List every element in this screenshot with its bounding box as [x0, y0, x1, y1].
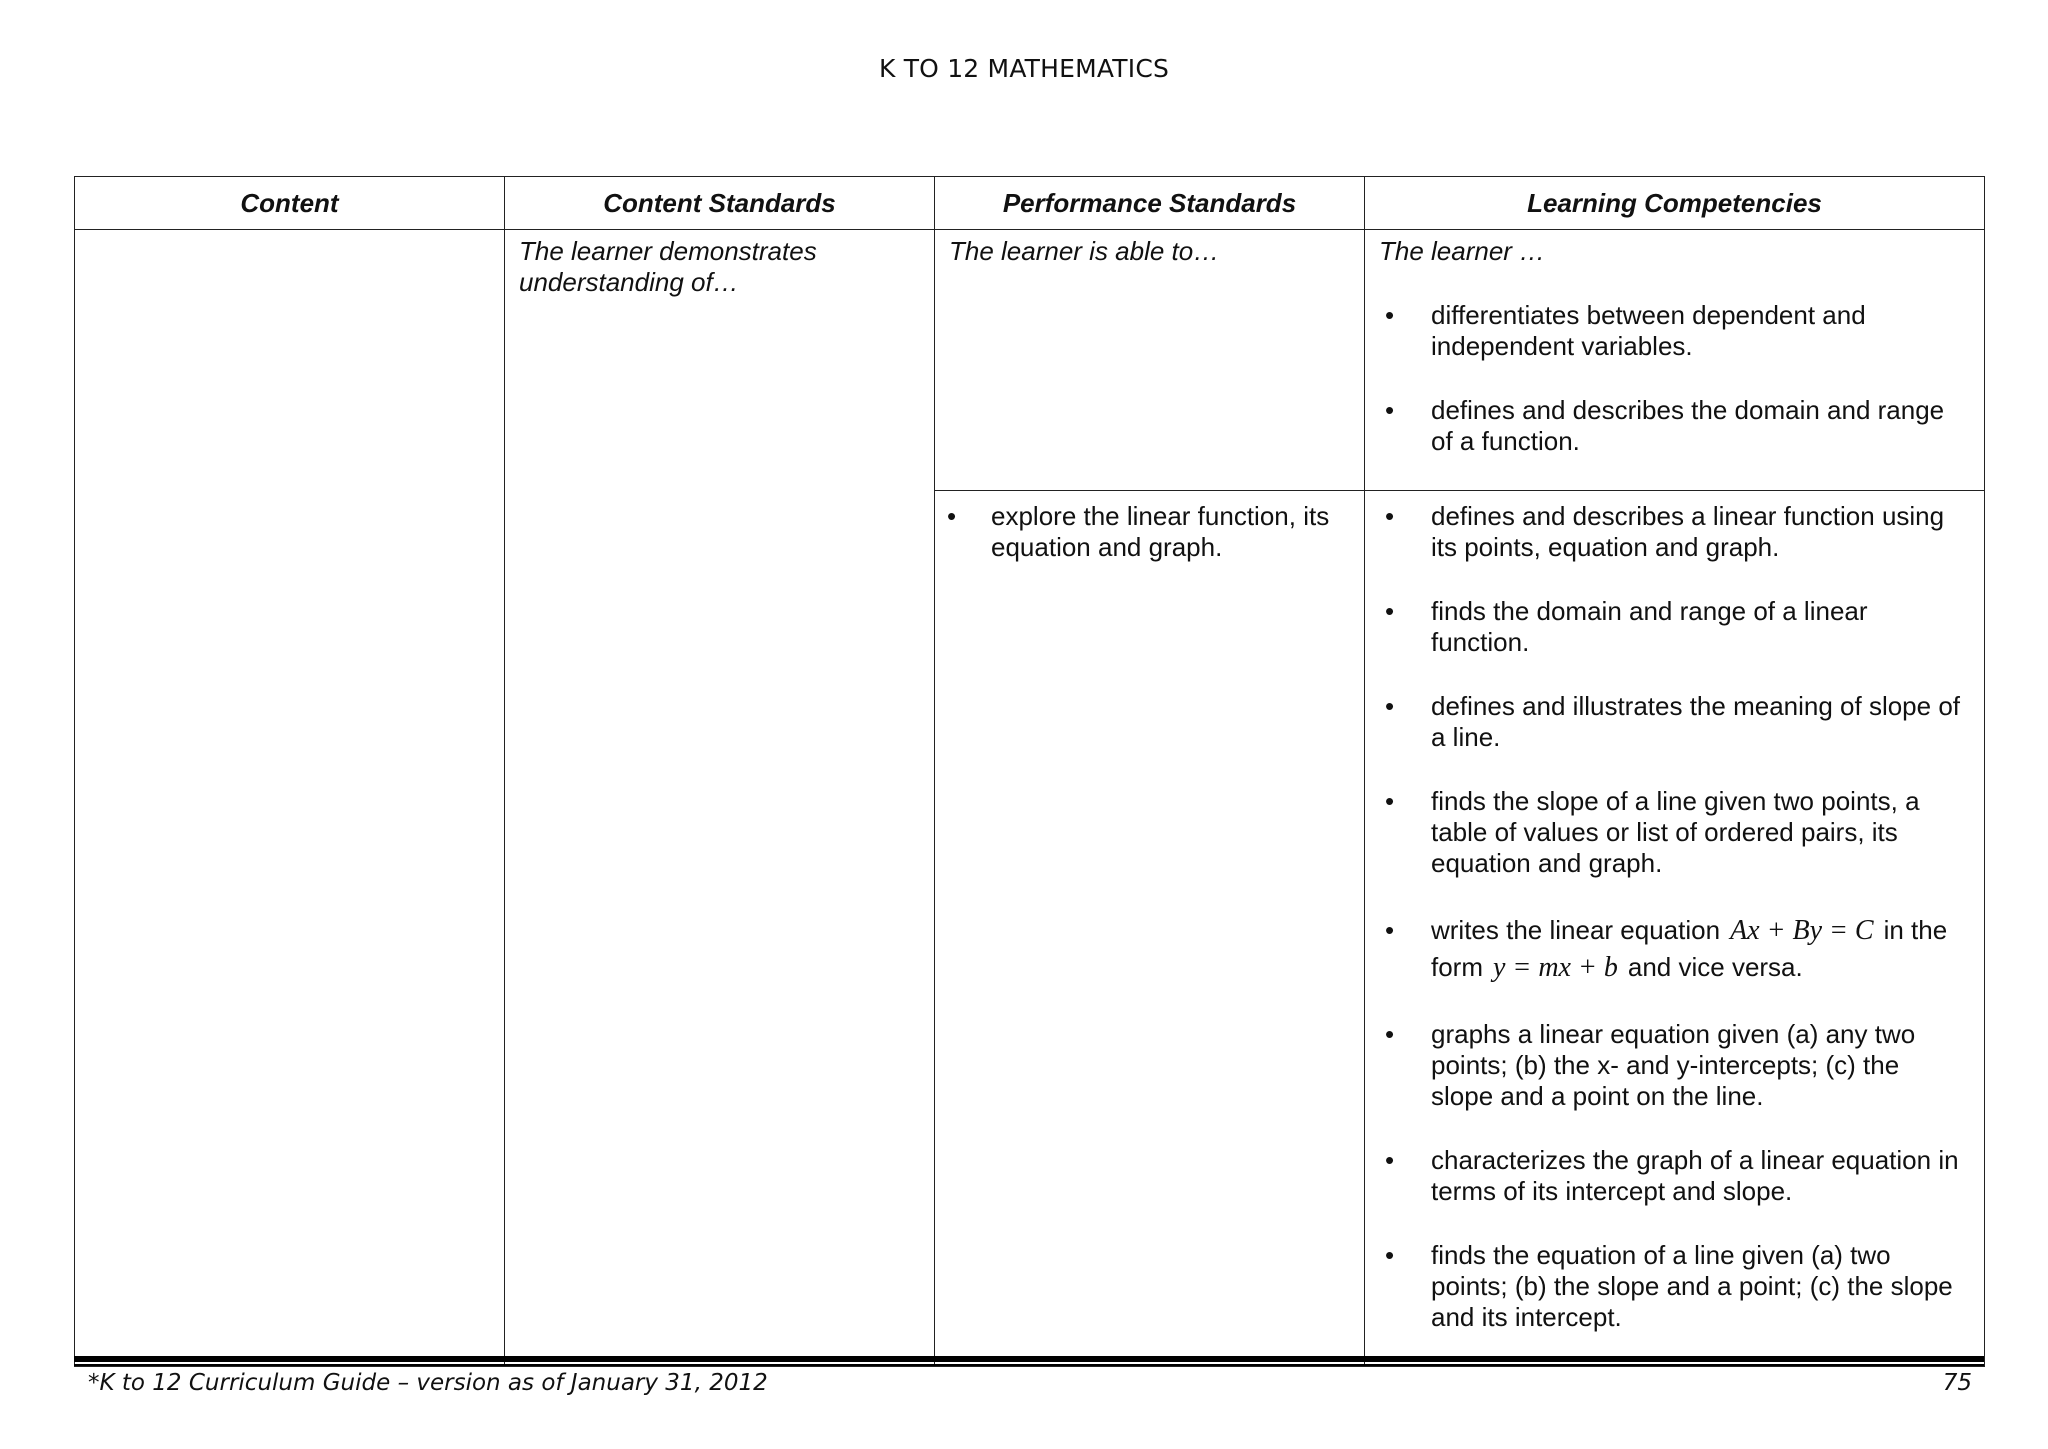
bullet-icon: •	[1385, 395, 1395, 425]
competency-text: defines and illustrates the meaning of slope of a line.	[1431, 691, 1961, 752]
bullet-icon: •	[1385, 300, 1395, 330]
list-item	[1365, 691, 1984, 753]
competency-text: defines and describes the domain and range of a function.	[1431, 395, 1945, 456]
list-item	[1365, 1019, 1984, 1112]
competency-text: finds the equation of a line given (a) two points; (b) the slope and a point; (c) the slope and its intercept.	[1431, 1240, 1953, 1332]
competency-list	[1365, 501, 1984, 1333]
content-cell	[75, 230, 505, 1367]
content-standards-intro: The learner demonstrates understanding of…	[519, 236, 817, 297]
bullet-icon: •	[1385, 1019, 1395, 1049]
column-header-learning-competencies: Learning Competencies	[1365, 177, 1985, 230]
competency-list	[1365, 300, 1984, 457]
content-standards-cell	[505, 230, 935, 1367]
list-item	[1365, 786, 1984, 879]
list-item	[1365, 300, 1984, 362]
equation-standard-form: Ax + By = C	[1730, 915, 1874, 946]
performance-standards-cell	[935, 230, 1365, 491]
competency-text: and vice versa.	[1627, 952, 1803, 982]
competency-text: in the form	[1431, 915, 1948, 982]
page-header-title: K TO 12 MATHEMATICS	[878, 54, 1170, 83]
bullet-icon: •	[947, 501, 957, 531]
bullet-icon: •	[1385, 1240, 1395, 1270]
learning-competencies-intro: The learner …	[1379, 236, 1546, 266]
column-header-performance-standards: Performance Standards	[935, 177, 1365, 230]
list-item	[1365, 596, 1984, 658]
bullet-icon: •	[1385, 786, 1395, 816]
list-item	[1365, 501, 1984, 563]
page-number: 75	[1942, 1370, 1972, 1396]
footer-divider	[74, 1364, 1984, 1366]
equation-slope-intercept-form: y = mx + b	[1493, 952, 1618, 983]
competency-text: characterizes the graph of a linear equation in terms of its intercept and slope.	[1431, 1145, 1959, 1206]
competency-text: finds the slope of a line given two points, a table of values or list of ordered pairs, its equation and graph.	[1431, 786, 1920, 878]
performance-standards-cell	[935, 491, 1365, 1367]
competency-text: graphs a linear equation given (a) any two points; (b) the x- and y-intercepts; (c) the slope and a point on the line.	[1431, 1019, 1916, 1111]
footer-divider	[74, 1356, 1984, 1362]
performance-standards-intro: The learner is able to…	[949, 236, 1220, 266]
learning-competencies-cell	[1365, 491, 1985, 1367]
bullet-icon: •	[1385, 501, 1395, 531]
competency-text: defines and describes a linear function using its points, equation and graph.	[1431, 501, 1945, 562]
performance-list	[935, 501, 1364, 563]
column-header-content-standards: Content Standards	[505, 177, 935, 230]
learning-competencies-cell	[1365, 230, 1985, 491]
list-item	[1365, 1240, 1984, 1333]
competency-text: differentiates between dependent and independent variables.	[1431, 300, 1866, 361]
table-header-row	[75, 177, 1985, 230]
list-item	[1365, 912, 1984, 986]
bullet-icon: •	[1385, 691, 1395, 721]
curriculum-table	[74, 176, 1985, 1367]
bullet-icon: •	[1385, 1145, 1395, 1175]
list-item	[1365, 395, 1984, 457]
competency-text: writes the linear equation	[1431, 915, 1721, 945]
competency-text: finds the domain and range of a linear function.	[1431, 596, 1868, 657]
column-header-content: Content	[75, 177, 505, 230]
footer-version-note: *K to 12 Curriculum Guide – version as of January 31, 2012	[88, 1370, 768, 1396]
performance-text: explore the linear function, its equation and graph.	[991, 501, 1330, 562]
list-item	[935, 501, 1364, 563]
bullet-icon: •	[1385, 596, 1395, 626]
table-row	[75, 230, 1985, 491]
bullet-icon: •	[1385, 915, 1395, 945]
list-item	[1365, 1145, 1984, 1207]
